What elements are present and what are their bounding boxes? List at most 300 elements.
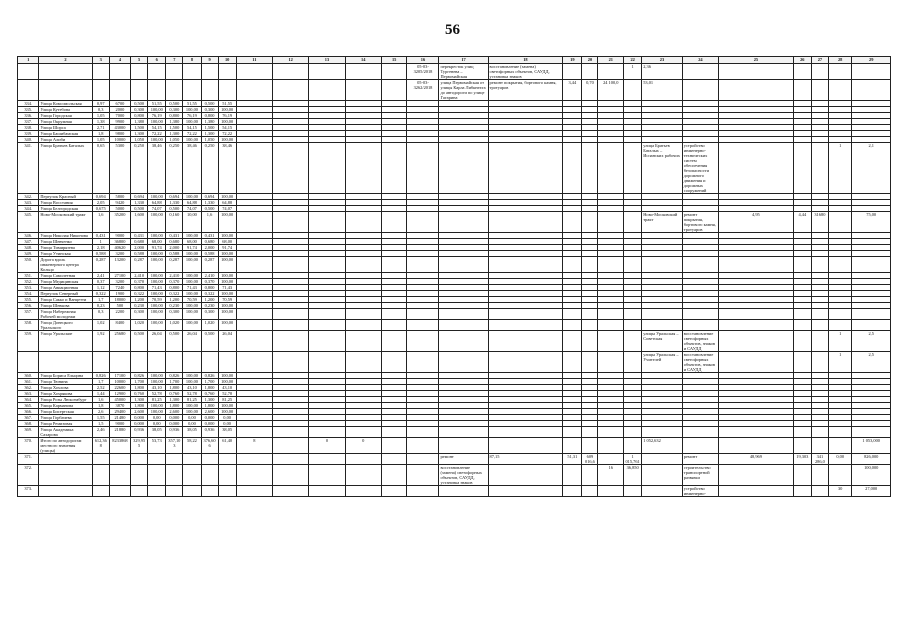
table-cell bbox=[381, 320, 407, 331]
table-cell bbox=[488, 212, 563, 233]
table-cell: 347. bbox=[18, 239, 39, 245]
table-cell bbox=[183, 352, 201, 373]
table-cell: 1,6 bbox=[92, 397, 109, 403]
table-cell: 3200 bbox=[109, 279, 130, 285]
register-table bbox=[17, 56, 891, 497]
table-cell bbox=[345, 427, 381, 438]
table-cell: 100,00 bbox=[148, 291, 166, 297]
table-cell: 2,05 bbox=[92, 200, 109, 206]
table-cell: 81,25 bbox=[148, 397, 166, 403]
column-number: 16 bbox=[407, 57, 439, 64]
table-cell bbox=[719, 64, 794, 80]
table-cell: 335. bbox=[18, 107, 39, 113]
table-cell: 356. bbox=[18, 303, 39, 309]
table-cell bbox=[563, 212, 582, 233]
table-cell bbox=[39, 352, 92, 373]
column-number: 17 bbox=[439, 57, 488, 64]
table-cell: 0,287 bbox=[201, 257, 218, 273]
table-cell: 1,05 bbox=[92, 137, 109, 143]
table-cell bbox=[345, 64, 381, 80]
table-cell bbox=[582, 212, 598, 233]
table-cell: 1,050 bbox=[201, 137, 218, 143]
table-cell: 13200 bbox=[109, 257, 130, 273]
table-cell bbox=[793, 352, 811, 373]
table-cell: 339. bbox=[18, 131, 39, 137]
table-cell bbox=[345, 143, 381, 194]
table-cell: 1,380 bbox=[131, 119, 148, 125]
table-cell: 1,500 bbox=[131, 125, 148, 131]
table-cell: 53,01 bbox=[642, 80, 683, 101]
table-cell bbox=[131, 80, 148, 101]
table-cell bbox=[309, 454, 345, 465]
table-cell: 0,431 bbox=[131, 233, 148, 239]
column-number: 27 bbox=[811, 57, 828, 64]
table-cell bbox=[563, 486, 582, 497]
table-cell bbox=[236, 486, 272, 497]
table-cell: 0,000 bbox=[166, 415, 183, 421]
table-cell bbox=[166, 64, 183, 80]
table-cell bbox=[624, 438, 642, 454]
table-cell bbox=[109, 486, 130, 497]
table-cell bbox=[345, 212, 381, 233]
table-cell bbox=[218, 64, 236, 80]
table-cell bbox=[811, 465, 828, 486]
table-cell bbox=[273, 80, 309, 101]
table-cell: 100,00 bbox=[148, 273, 166, 279]
table-cell: 0,322 bbox=[131, 291, 148, 297]
table-cell: 342. bbox=[18, 194, 39, 200]
column-number: 21 bbox=[598, 57, 624, 64]
table-cell bbox=[719, 486, 794, 497]
table-cell bbox=[642, 486, 683, 497]
table-cell: ремонт bbox=[439, 454, 488, 465]
table-cell bbox=[488, 438, 563, 454]
table-cell bbox=[309, 212, 345, 233]
table-cell: 1,020 bbox=[131, 320, 148, 331]
table-cell: 100,00 bbox=[218, 273, 236, 279]
table-cell: 38,46 bbox=[183, 143, 201, 194]
table-cell: 373. bbox=[18, 486, 39, 497]
table-cell: 1,800 bbox=[201, 403, 218, 409]
table-cell bbox=[793, 320, 811, 331]
table-cell: Улица Хохрякова bbox=[39, 391, 92, 397]
table-cell: 0,370 bbox=[166, 279, 183, 285]
table-cell: 100,00 bbox=[183, 194, 201, 200]
column-number: 3 bbox=[92, 57, 109, 64]
table-cell: 0,65 bbox=[92, 143, 109, 194]
table-cell: 38,05 bbox=[148, 427, 166, 438]
table-cell: 500 bbox=[109, 303, 130, 309]
table-cell: Ново-Московский тракт bbox=[642, 212, 683, 233]
table-cell bbox=[828, 427, 851, 438]
table-cell: 0,230 bbox=[201, 303, 218, 309]
table-cell bbox=[148, 486, 166, 497]
table-cell bbox=[852, 320, 891, 331]
table-cell: 1,700 bbox=[201, 379, 218, 385]
table-cell: 352. bbox=[18, 279, 39, 285]
table-cell: 0,322 bbox=[166, 291, 183, 297]
table-cell: 1,200 bbox=[166, 297, 183, 303]
table-cell: 1,380 bbox=[201, 119, 218, 125]
table-cell: 0,00 bbox=[218, 415, 236, 421]
table-cell bbox=[218, 352, 236, 373]
table-cell: 0,694 bbox=[166, 194, 183, 200]
table-cell: 2,18 bbox=[92, 245, 109, 251]
table-cell bbox=[624, 143, 642, 194]
table-cell bbox=[582, 257, 598, 273]
table-cell: 2,000 bbox=[166, 245, 183, 251]
table-cell: 81,25 bbox=[218, 397, 236, 403]
table-cell: 0,694 bbox=[201, 194, 218, 200]
table-cell: 74,07 bbox=[148, 206, 166, 212]
table-cell: 346. bbox=[18, 233, 39, 239]
table-cell: 0,826 bbox=[131, 373, 148, 379]
table-cell: 52,78 bbox=[183, 391, 201, 397]
table-cell: 0,300 bbox=[201, 309, 218, 320]
table-cell bbox=[624, 331, 642, 352]
table-cell bbox=[381, 427, 407, 438]
table-cell bbox=[852, 80, 891, 101]
table-cell: 348. bbox=[18, 245, 39, 251]
table-cell: 100,00 bbox=[218, 233, 236, 239]
table-cell: 362. bbox=[18, 385, 39, 391]
table-cell: 53,73 bbox=[148, 438, 166, 454]
table-cell: 91,74 bbox=[148, 245, 166, 251]
table-cell bbox=[309, 427, 345, 438]
table-cell: улицы Уральская – Учителей bbox=[642, 352, 683, 373]
table-cell: 27100 bbox=[109, 273, 130, 279]
table-cell bbox=[624, 486, 642, 497]
table-cell: Улица Авиационная bbox=[39, 285, 92, 291]
table-cell bbox=[381, 212, 407, 233]
table-cell: 75,00 bbox=[852, 212, 891, 233]
table-cell bbox=[439, 143, 488, 194]
table-cell: 0,936 bbox=[166, 427, 183, 438]
table-cell: 0,500 bbox=[166, 101, 183, 107]
table-cell bbox=[642, 320, 683, 331]
table-cell: Улица Самолетная bbox=[39, 273, 92, 279]
table-cell: 1,700 bbox=[131, 379, 148, 385]
column-number: 26 bbox=[793, 57, 811, 64]
table-cell: улица Братьев Баталых – Испанских рабочих bbox=[642, 143, 683, 194]
table-cell: Итого по автодорогам местного значения (улицы) bbox=[39, 438, 92, 454]
table-cell: 349. bbox=[18, 251, 39, 257]
table-cell bbox=[407, 465, 439, 486]
column-number: 13 bbox=[309, 57, 345, 64]
table-cell: 1 bbox=[828, 352, 851, 373]
table-cell bbox=[309, 320, 345, 331]
table-cell: устройство инженерно- bbox=[682, 486, 718, 497]
table-cell: 100,00 bbox=[218, 291, 236, 297]
table-cell bbox=[598, 64, 624, 80]
table-cell bbox=[236, 309, 272, 320]
table-cell: 1,800 bbox=[201, 385, 218, 391]
table-cell: 100,00 bbox=[183, 379, 201, 385]
table-cell: 1,500 bbox=[166, 125, 183, 131]
table-cell: 0,588 bbox=[131, 251, 148, 257]
table-cell: 368. bbox=[18, 421, 39, 427]
table-cell bbox=[407, 486, 439, 497]
table-cell bbox=[236, 212, 272, 233]
table-cell: 351. bbox=[18, 273, 39, 279]
table-cell bbox=[624, 212, 642, 233]
table-cell bbox=[18, 80, 39, 101]
table-cell bbox=[345, 80, 381, 101]
table-row bbox=[18, 80, 891, 101]
table-cell: Улица Бисертская bbox=[39, 409, 92, 415]
table-cell: 1,330 bbox=[131, 200, 148, 206]
table-row bbox=[18, 212, 891, 233]
table-cell: Улица Ремизовая bbox=[39, 421, 92, 427]
table-cell: 0,431 bbox=[166, 233, 183, 239]
table-cell bbox=[92, 486, 109, 497]
table-cell: 8 bbox=[236, 438, 272, 454]
table-cell: 1,300 bbox=[131, 397, 148, 403]
table-cell bbox=[381, 257, 407, 273]
table-cell: 1,05 bbox=[92, 113, 109, 119]
table-cell: 2,410 bbox=[201, 273, 218, 279]
table-cell bbox=[345, 352, 381, 373]
table-cell: 1,020 bbox=[201, 320, 218, 331]
table-cell bbox=[828, 465, 851, 486]
table-cell: 1,300 bbox=[201, 131, 218, 137]
table-cell: 48,969 bbox=[719, 454, 794, 465]
table-cell bbox=[183, 454, 201, 465]
table-cell: 2,5 bbox=[852, 352, 891, 373]
table-cell bbox=[811, 486, 828, 497]
table-cell bbox=[793, 64, 811, 80]
table-cell: 8233868 bbox=[109, 438, 130, 454]
table-cell: 370. bbox=[18, 438, 39, 454]
table-cell bbox=[381, 454, 407, 465]
table-cell: Улица Розы Люксембург bbox=[39, 397, 92, 403]
table-cell bbox=[218, 465, 236, 486]
table-cell: Улица Академика Сахарова bbox=[39, 427, 92, 438]
table-cell bbox=[92, 465, 109, 486]
table-cell: 1,380 bbox=[166, 119, 183, 125]
table-cell: Улица Шорса bbox=[39, 125, 92, 131]
table-cell: 0,500 bbox=[131, 206, 148, 212]
table-cell: 0,431 bbox=[201, 233, 218, 239]
table-cell bbox=[381, 143, 407, 194]
table-cell: Улица Горбачева bbox=[39, 415, 92, 421]
table-cell: 58,22 bbox=[183, 438, 201, 454]
table-cell: 100,00 bbox=[218, 303, 236, 309]
table-cell: 0,680 bbox=[201, 239, 218, 245]
table-cell: 70,59 bbox=[183, 297, 201, 303]
table-row bbox=[18, 309, 891, 320]
table-cell: 0,500 bbox=[166, 331, 183, 352]
table-cell bbox=[345, 465, 381, 486]
table-cell: 341 286,0 bbox=[811, 454, 828, 465]
table-cell bbox=[488, 309, 563, 320]
table-cell bbox=[381, 486, 407, 497]
table-row bbox=[18, 64, 891, 80]
table-cell bbox=[439, 438, 488, 454]
table-cell bbox=[201, 465, 218, 486]
table-cell: 100,00 bbox=[148, 303, 166, 309]
table-cell bbox=[624, 352, 642, 373]
table-cell: 9000 bbox=[109, 233, 130, 239]
table-cell bbox=[39, 486, 92, 497]
table-cell: 1 053,000 bbox=[852, 438, 891, 454]
page-number: 56 bbox=[445, 22, 460, 38]
table-cell: 100,00 bbox=[218, 379, 236, 385]
table-cell bbox=[811, 80, 828, 101]
table-cell bbox=[201, 352, 218, 373]
table-cell bbox=[828, 320, 851, 331]
table-cell: Улица Карманова bbox=[39, 403, 92, 409]
table-cell bbox=[273, 331, 309, 352]
table-cell bbox=[131, 465, 148, 486]
table-cell: 91,74 bbox=[218, 245, 236, 251]
table-cell: восстановление (замена) светофорных объектов, САУДД, установка знаков bbox=[488, 64, 563, 80]
table-cell: строительство транспортной развязки bbox=[682, 465, 718, 486]
table-cell: 100,00 bbox=[148, 107, 166, 113]
table-cell bbox=[488, 331, 563, 352]
table-cell bbox=[92, 352, 109, 373]
table-cell: 26,04 bbox=[148, 331, 166, 352]
table-cell: 344. bbox=[18, 206, 39, 212]
table-cell: Улица Белгородская bbox=[39, 206, 92, 212]
table-cell bbox=[719, 309, 794, 320]
table-cell bbox=[439, 427, 488, 438]
table-cell: 1900 bbox=[109, 291, 130, 297]
table-cell bbox=[682, 309, 718, 320]
table-cell bbox=[563, 465, 582, 486]
table-cell: 0,3 bbox=[92, 309, 109, 320]
table-cell: 2200 bbox=[109, 309, 130, 320]
table-cell: 0,694 bbox=[131, 194, 148, 200]
table-cell: 2000 bbox=[109, 107, 130, 113]
table-cell: 0,800 bbox=[201, 285, 218, 291]
table-cell: 100,00 bbox=[183, 119, 201, 125]
table-cell bbox=[148, 64, 166, 80]
table-cell: 1,44 bbox=[92, 391, 109, 397]
table-cell: 2,52 bbox=[92, 385, 109, 391]
table-cell: 100,00 bbox=[218, 320, 236, 331]
table-cell: 376,606 bbox=[201, 438, 218, 454]
column-number: 11 bbox=[236, 57, 272, 64]
table-cell: 2,1 bbox=[852, 143, 891, 194]
table-cell: 0,250 bbox=[131, 143, 148, 194]
table-cell bbox=[407, 309, 439, 320]
table-cell: 29400 bbox=[109, 409, 130, 415]
table-cell: 100,00 bbox=[148, 119, 166, 125]
table-cell bbox=[183, 465, 201, 486]
table-cell: 1,300 bbox=[131, 131, 148, 137]
table-cell: 336. bbox=[18, 113, 39, 119]
table-cell: 100,00 bbox=[218, 403, 236, 409]
table-cell: 0,300 bbox=[166, 107, 183, 113]
table-cell bbox=[439, 320, 488, 331]
table-cell: 10,00 bbox=[183, 212, 201, 233]
table-cell bbox=[682, 427, 718, 438]
table-cell: 0,694 bbox=[92, 194, 109, 200]
table-cell bbox=[642, 465, 683, 486]
table-cell: 0,800 bbox=[166, 285, 183, 291]
column-number: 12 bbox=[273, 57, 309, 64]
table-cell: 68,00 bbox=[183, 239, 201, 245]
column-number: 9 bbox=[201, 57, 218, 64]
table-cell bbox=[345, 257, 381, 273]
table-cell: 100,00 bbox=[218, 119, 236, 125]
table-cell: 17100 bbox=[109, 373, 130, 379]
table-cell: Улица Восстания bbox=[39, 200, 92, 206]
table-cell: 0,800 bbox=[201, 113, 218, 119]
table-cell: 0,370 bbox=[201, 279, 218, 285]
table-cell bbox=[309, 80, 345, 101]
table-cell: 100,00 bbox=[218, 137, 236, 143]
table-cell: 9800 bbox=[109, 131, 130, 137]
table-cell bbox=[407, 320, 439, 331]
table-cell: 64,88 bbox=[148, 200, 166, 206]
table-cell: 0,250 bbox=[201, 143, 218, 194]
table-row bbox=[18, 257, 891, 273]
table-cell bbox=[624, 320, 642, 331]
table-cell: 12900 bbox=[109, 391, 130, 397]
table-cell: 100,00 bbox=[218, 309, 236, 320]
table-cell: Дорога вдоль инженерного центра Кольцо bbox=[39, 257, 92, 273]
table-body bbox=[18, 57, 891, 497]
table-cell: 345. bbox=[18, 212, 39, 233]
table-cell: 612,368 bbox=[92, 438, 109, 454]
table-cell: 2,000 bbox=[131, 245, 148, 251]
table-cell: 31680 bbox=[811, 212, 828, 233]
table-cell bbox=[236, 143, 272, 194]
table-row bbox=[18, 465, 891, 486]
table-cell bbox=[563, 427, 582, 438]
table-cell: 2,71 bbox=[92, 125, 109, 131]
table-cell: Ново-Московский тракт bbox=[39, 212, 92, 233]
table-cell bbox=[582, 331, 598, 352]
table-cell bbox=[642, 454, 683, 465]
table-cell: 2,41 bbox=[92, 273, 109, 279]
table-cell: 1 052,632 bbox=[642, 438, 683, 454]
table-cell bbox=[439, 331, 488, 352]
table-cell bbox=[598, 486, 624, 497]
table-cell: 36800 bbox=[109, 239, 130, 245]
table-cell: 100,00 bbox=[148, 251, 166, 257]
table-cell: 0,00 bbox=[148, 415, 166, 421]
table-row bbox=[18, 486, 891, 497]
table-cell bbox=[407, 212, 439, 233]
table-cell bbox=[793, 427, 811, 438]
table-cell bbox=[682, 257, 718, 273]
table-cell: 100,00 bbox=[148, 409, 166, 415]
table-cell bbox=[273, 465, 309, 486]
table-cell: Улица Уральские bbox=[39, 331, 92, 352]
table-cell: 100,00 bbox=[218, 373, 236, 379]
table-cell: 1,300 bbox=[201, 397, 218, 403]
table-cell bbox=[345, 320, 381, 331]
table-cell: Улица Алиби bbox=[39, 137, 92, 143]
table-cell: 0,00 bbox=[218, 421, 236, 427]
table-cell: 1,330 bbox=[201, 200, 218, 206]
table-row bbox=[18, 438, 891, 454]
table-cell bbox=[309, 465, 345, 486]
table-cell: 0,500 bbox=[201, 101, 218, 107]
table-cell: 2,46 bbox=[92, 427, 109, 438]
table-cell: 100,00 bbox=[183, 309, 201, 320]
table-cell: 0,300 bbox=[201, 107, 218, 113]
table-cell: 91,74 bbox=[183, 245, 201, 251]
table-cell: Улица Хохлова bbox=[39, 385, 92, 391]
column-number: 6 bbox=[148, 57, 166, 64]
table-cell bbox=[439, 212, 488, 233]
table-cell: 0,800 bbox=[166, 113, 183, 119]
table-cell: 52,78 bbox=[148, 391, 166, 397]
